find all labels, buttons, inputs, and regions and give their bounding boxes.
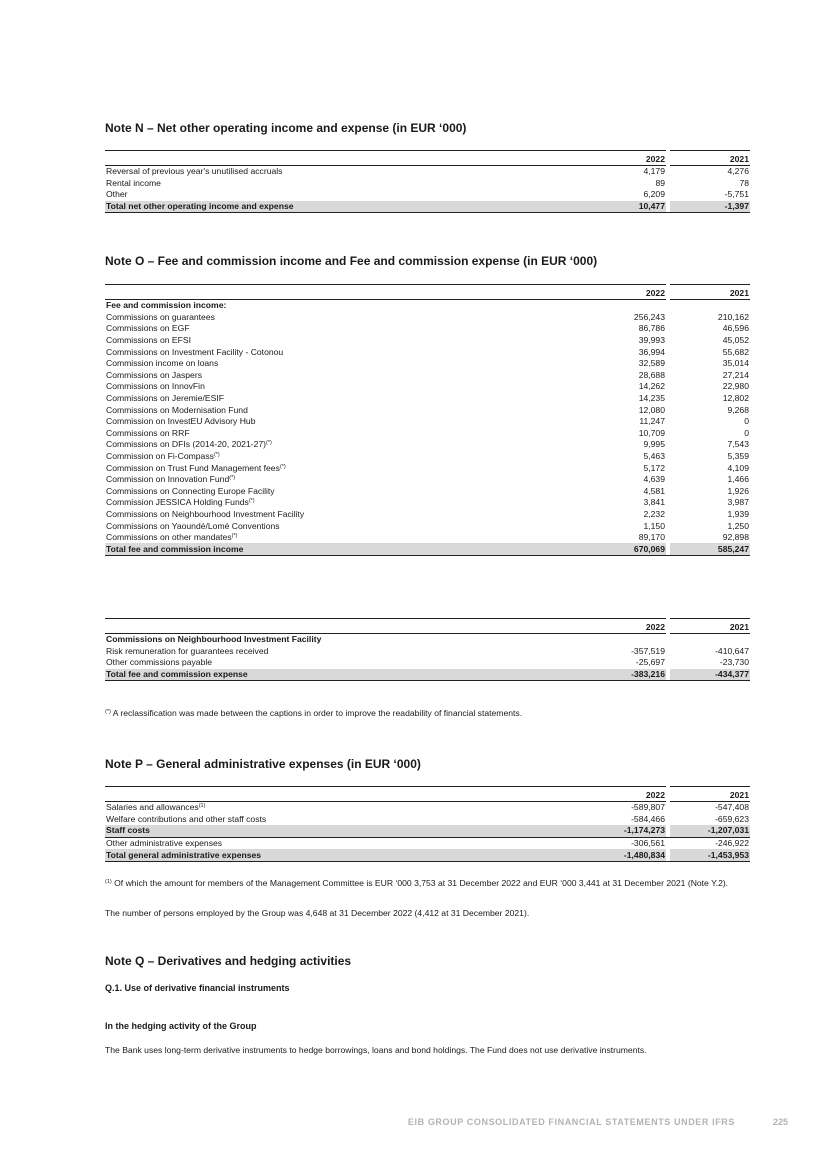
table-row bbox=[105, 166, 750, 178]
row-label bbox=[105, 802, 574, 814]
value-2021: 1,939 bbox=[727, 508, 749, 519]
table-row bbox=[105, 646, 750, 658]
row-label bbox=[105, 474, 574, 486]
row-label-text: Commissions on Jaspers bbox=[106, 369, 202, 380]
hedging-paragraph: The Bank uses long-term derivative instruments to hedge borrowings, loans and bond holdings. The Fund does not use derivative instruments. bbox=[105, 1045, 647, 1055]
row-label bbox=[105, 849, 574, 861]
row-label-text: Total fee and commission income bbox=[106, 543, 244, 554]
value-2022: 36,994 bbox=[638, 346, 665, 357]
row-label-text: Commissions on DFIs (2014-20, 2021-27) bbox=[106, 439, 267, 450]
value-2022: 10,709 bbox=[638, 427, 665, 438]
row-label bbox=[105, 393, 574, 405]
value-2021: 1,926 bbox=[727, 485, 749, 496]
hedging-subheading: In the hedging activity of the Group bbox=[105, 1021, 257, 1031]
note-o-expense-table bbox=[105, 618, 750, 681]
value-2022: 2,232 bbox=[643, 508, 665, 519]
value-2022: 3,841 bbox=[643, 497, 665, 508]
row-label bbox=[105, 370, 574, 382]
value-2021: 585,247 bbox=[670, 543, 750, 555]
row-label-text: Commissions on EFSI bbox=[106, 335, 192, 346]
row-label-text: Commission JESSICA Holding Funds bbox=[106, 497, 249, 508]
table-row bbox=[105, 837, 750, 849]
table-row bbox=[105, 814, 750, 826]
table-row bbox=[105, 497, 750, 509]
row-label-text: Total net other operating income and expense bbox=[106, 201, 294, 212]
year-2021-header: 2021 bbox=[670, 787, 750, 802]
row-label bbox=[105, 825, 574, 837]
note-p-footnote bbox=[105, 878, 750, 889]
row-label bbox=[105, 543, 574, 555]
row-label-text: Commissions on Neighbourhood Investment Facility bbox=[106, 508, 305, 519]
q1-subheading: Q.1. Use of derivative financial instruments bbox=[105, 983, 290, 993]
value-2022: -584,466 bbox=[631, 813, 665, 824]
value-2022: 32,589 bbox=[638, 358, 665, 369]
row-label bbox=[105, 166, 574, 178]
table-header-row bbox=[105, 619, 750, 634]
section-header: Commissions on Neighbourhood Investment Facility bbox=[106, 634, 322, 645]
value-2021: -1,207,031 bbox=[670, 825, 750, 837]
section-header: Fee and commission income: bbox=[106, 300, 227, 311]
row-label bbox=[105, 646, 574, 658]
value-2021: 1,466 bbox=[727, 474, 749, 485]
table-row bbox=[105, 439, 750, 451]
value-2021: -23,730 bbox=[719, 657, 749, 668]
footnote-ref: (*) bbox=[279, 463, 286, 470]
row-label-text: Rental income bbox=[106, 177, 161, 188]
value-2021: 35,014 bbox=[722, 358, 749, 369]
row-label-text: Welfare contributions and other staff costs bbox=[106, 813, 267, 824]
table-row bbox=[105, 486, 750, 498]
row-label bbox=[105, 358, 574, 370]
value-2022: -383,216 bbox=[574, 669, 666, 681]
value-2022: -25,697 bbox=[635, 657, 665, 668]
note-p-table bbox=[105, 786, 750, 862]
row-label-text: Commission on InvestEU Advisory Hub bbox=[106, 416, 256, 427]
value-2021: 9,268 bbox=[727, 404, 749, 415]
value-2021: 92,898 bbox=[722, 532, 749, 543]
year-2022-header: 2022 bbox=[574, 619, 666, 634]
row-label bbox=[105, 346, 574, 358]
year-2022-header: 2022 bbox=[574, 285, 666, 300]
value-2021: 4,276 bbox=[727, 166, 749, 177]
value-2022: 4,581 bbox=[643, 485, 665, 496]
value-2021: 5,359 bbox=[727, 451, 749, 462]
value-2021: -434,377 bbox=[670, 669, 750, 681]
value-2022: -306,561 bbox=[631, 838, 665, 849]
table-header-row bbox=[105, 787, 750, 802]
value-2021: 12,802 bbox=[722, 393, 749, 404]
row-label-text: Other bbox=[106, 189, 128, 200]
table-row bbox=[105, 335, 750, 347]
year-2021-header: 2021 bbox=[670, 619, 750, 634]
value-2021: -659,623 bbox=[715, 813, 749, 824]
row-label bbox=[105, 428, 574, 440]
value-2022: 6,209 bbox=[643, 189, 665, 200]
value-2021: 45,052 bbox=[722, 335, 749, 346]
value-2022: 1,150 bbox=[643, 520, 665, 531]
note-q-title: Note Q – Derivatives and hedging activities bbox=[105, 954, 352, 968]
row-label bbox=[105, 669, 574, 681]
table-header-row bbox=[105, 151, 750, 166]
row-label bbox=[105, 178, 574, 190]
table-row bbox=[105, 323, 750, 335]
row-label-text: Commissions on Jeremie/ESIF bbox=[106, 393, 224, 404]
value-2022: 89 bbox=[655, 177, 665, 188]
footnote-ref: (*) bbox=[231, 533, 238, 540]
row-label-text: Staff costs bbox=[106, 825, 150, 836]
footnote-text: A reclassification was made between the captions in order to improve the readability of financial statements. bbox=[110, 708, 523, 718]
table-row bbox=[105, 370, 750, 382]
table-row bbox=[105, 312, 750, 324]
value-2021: 1,250 bbox=[727, 520, 749, 531]
total-row bbox=[105, 825, 750, 837]
value-2021: -1,397 bbox=[670, 201, 750, 213]
total-row bbox=[105, 201, 750, 213]
note-o-income-table bbox=[105, 284, 750, 556]
section-header-row bbox=[105, 300, 750, 312]
year-2022-header: 2022 bbox=[574, 787, 666, 802]
value-2022: -357,519 bbox=[631, 645, 665, 656]
value-2021: -1,453,953 bbox=[670, 849, 750, 861]
value-2022: 4,639 bbox=[643, 474, 665, 485]
value-2021: -547,408 bbox=[715, 802, 749, 813]
footnote-mark: (*) bbox=[105, 709, 111, 715]
table-row bbox=[105, 462, 750, 474]
row-label-text: Total general administrative expenses bbox=[106, 849, 262, 860]
row-label-text: Total fee and commission expense bbox=[106, 669, 248, 680]
row-label bbox=[105, 486, 574, 498]
row-label bbox=[105, 532, 574, 544]
section-header-row bbox=[105, 634, 750, 646]
footnote-mark: (1) bbox=[105, 879, 112, 885]
row-label-text: Commissions on Yaoundé/Lomé Conventions bbox=[106, 520, 280, 531]
row-label-text: Commission on Trust Fund Management fees bbox=[106, 462, 280, 473]
value-2021: 0 bbox=[744, 416, 749, 427]
row-label bbox=[105, 462, 574, 474]
value-2021: 78 bbox=[739, 177, 749, 188]
row-label bbox=[105, 189, 574, 201]
value-2022: 86,786 bbox=[638, 323, 665, 334]
row-label bbox=[105, 657, 574, 669]
footnote-text: Of which the amount for members of the Management Committee is EUR ‘000 3,753 at 31 December 2022 and EUR ‘000 3,441 at 31 December 2021 (Note Y.2). bbox=[111, 878, 729, 888]
row-label-text: Commissions on Modernisation Fund bbox=[106, 404, 248, 415]
table-row bbox=[105, 509, 750, 521]
value-2021: 27,214 bbox=[722, 369, 749, 380]
row-label-text: Reversal of previous year's unutilised accruals bbox=[106, 166, 283, 177]
table-row bbox=[105, 189, 750, 201]
row-label-text: Commission on Fi-Compass bbox=[106, 451, 214, 462]
table-row bbox=[105, 178, 750, 190]
year-2021-header: 2021 bbox=[670, 151, 750, 166]
footnote-ref: (*) bbox=[229, 475, 236, 482]
table-row bbox=[105, 428, 750, 440]
value-2021: -5,751 bbox=[724, 189, 749, 200]
row-label-text: Commissions on RRF bbox=[106, 427, 190, 438]
value-2022: 5,172 bbox=[643, 462, 665, 473]
row-label bbox=[105, 381, 574, 393]
note-n-table bbox=[105, 150, 750, 213]
value-2021: -246,922 bbox=[715, 838, 749, 849]
note-p-title: Note P – General administrative expenses (in EUR ‘000) bbox=[105, 757, 421, 771]
footnote-ref: (*) bbox=[248, 498, 255, 505]
value-2022: 256,243 bbox=[633, 311, 665, 322]
row-label bbox=[105, 520, 574, 532]
value-2022: 12,080 bbox=[638, 404, 665, 415]
value-2021: -410,647 bbox=[715, 645, 749, 656]
employees-paragraph: The number of persons employed by the Group was 4,648 at 31 December 2022 (4,412 at 31 December 2021). bbox=[105, 908, 530, 918]
value-2022: 670,069 bbox=[574, 543, 666, 555]
row-label-text: Other administrative expenses bbox=[106, 838, 223, 849]
row-label-text: Commission income on loans bbox=[106, 358, 219, 369]
value-2022: 10,477 bbox=[574, 201, 666, 213]
total-row bbox=[105, 669, 750, 681]
year-2021-header: 2021 bbox=[670, 285, 750, 300]
row-label bbox=[105, 497, 574, 509]
row-label-text: Commission on Innovation Fund bbox=[106, 474, 230, 485]
row-label bbox=[105, 201, 574, 213]
value-2022: 39,993 bbox=[638, 335, 665, 346]
table-row bbox=[105, 532, 750, 544]
year-2022-header: 2022 bbox=[574, 151, 666, 166]
row-label-text: Commissions on Connecting Europe Facility bbox=[106, 485, 275, 496]
row-label-text: Other commissions payable bbox=[106, 657, 213, 668]
table-header-row bbox=[105, 285, 750, 300]
row-label-text: Salaries and allowances bbox=[106, 802, 199, 813]
row-label bbox=[105, 416, 574, 428]
value-2022: -1,480,834 bbox=[574, 849, 666, 861]
value-2021: 210,162 bbox=[717, 311, 749, 322]
row-label bbox=[105, 509, 574, 521]
value-2022: 4,179 bbox=[643, 166, 665, 177]
footer-title: EIB GROUP CONSOLIDATED FINANCIAL STATEMENTS UNDER IFRS bbox=[407, 1117, 735, 1127]
footnote-ref: (*) bbox=[213, 452, 220, 459]
value-2021: 55,682 bbox=[722, 346, 749, 357]
row-label bbox=[105, 439, 574, 451]
note-n-title: Note N – Net other operating income and expense (in EUR ‘000) bbox=[105, 121, 467, 135]
table-row bbox=[105, 802, 750, 814]
row-label bbox=[105, 312, 574, 324]
table-row bbox=[105, 657, 750, 669]
total-row bbox=[105, 849, 750, 861]
table-row bbox=[105, 416, 750, 428]
table-row bbox=[105, 404, 750, 416]
table-row bbox=[105, 520, 750, 532]
row-label-text: Commissions on guarantees bbox=[106, 311, 215, 322]
note-o-title: Note O – Fee and commission income and Fee and commission expense (in EUR ‘000) bbox=[105, 254, 598, 268]
footnote-ref: (1) bbox=[198, 803, 206, 810]
value-2022: 14,235 bbox=[638, 393, 665, 404]
table-row bbox=[105, 474, 750, 486]
row-label bbox=[105, 837, 574, 849]
row-label bbox=[105, 814, 574, 826]
value-2022: -589,807 bbox=[631, 802, 665, 813]
table-row bbox=[105, 358, 750, 370]
row-label bbox=[105, 404, 574, 416]
value-2021: 3,987 bbox=[727, 497, 749, 508]
value-2021: 46,596 bbox=[722, 323, 749, 334]
table-row bbox=[105, 451, 750, 463]
table-row bbox=[105, 393, 750, 405]
row-label bbox=[105, 451, 574, 463]
row-label-text: Risk remuneration for guarantees received bbox=[106, 645, 269, 656]
value-2021: 4,109 bbox=[727, 462, 749, 473]
row-label-text: Commissions on other mandates bbox=[106, 532, 232, 543]
value-2022: -1,174,273 bbox=[574, 825, 666, 837]
row-label bbox=[105, 335, 574, 347]
table-row bbox=[105, 346, 750, 358]
footnote-ref: (*) bbox=[266, 440, 272, 447]
row-label-text: Commissions on EGF bbox=[106, 323, 190, 334]
value-2021: 7,543 bbox=[727, 439, 749, 450]
value-2021: 22,980 bbox=[722, 381, 749, 392]
value-2021: 0 bbox=[744, 427, 749, 438]
row-label-text: Commissions on InnovFin bbox=[106, 381, 205, 392]
row-label bbox=[105, 323, 574, 335]
value-2022: 28,688 bbox=[638, 369, 665, 380]
value-2022: 89,170 bbox=[638, 532, 665, 543]
page-number: 225 bbox=[773, 1117, 789, 1127]
table-row bbox=[105, 381, 750, 393]
row-label-text: Commissions on Investment Facility - Cotonou bbox=[106, 346, 284, 357]
value-2022: 11,247 bbox=[639, 416, 665, 427]
note-o-footnote bbox=[105, 708, 750, 719]
value-2022: 9,995 bbox=[643, 439, 665, 450]
value-2022: 5,463 bbox=[643, 451, 665, 462]
value-2022: 14,262 bbox=[638, 381, 665, 392]
total-row bbox=[105, 543, 750, 555]
